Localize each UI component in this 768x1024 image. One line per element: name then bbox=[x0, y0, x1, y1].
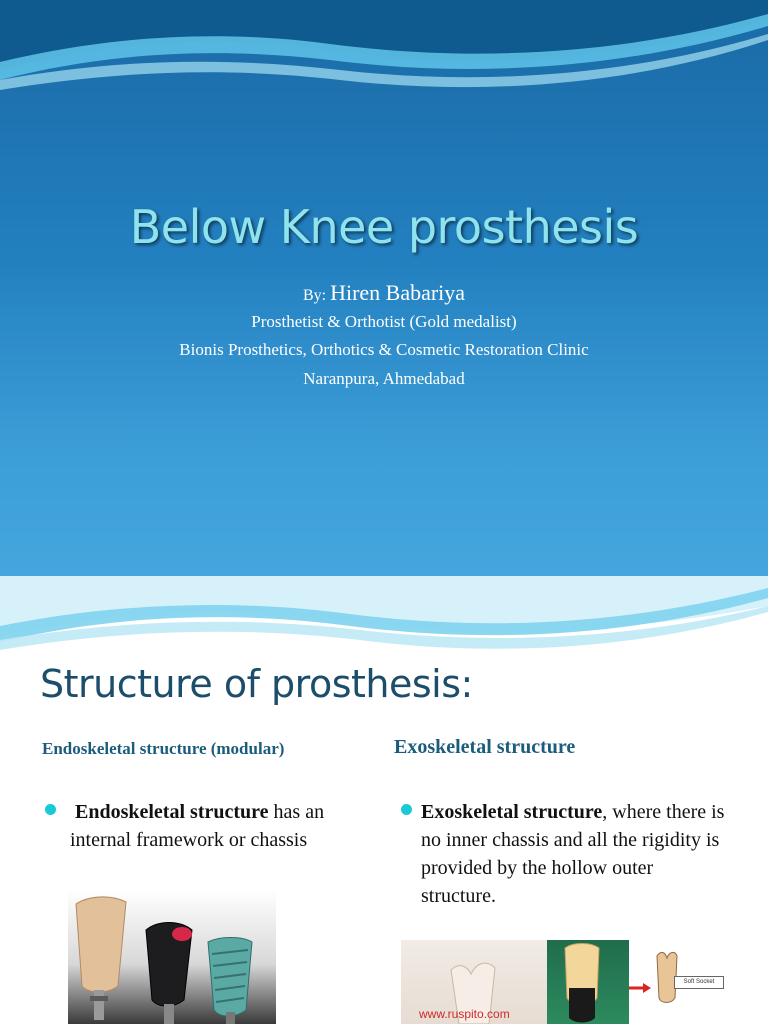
endoskeletal-term: Endoskeletal bbox=[75, 801, 186, 823]
bullet-dot-icon bbox=[45, 804, 56, 815]
author-designation: Prosthetist & Orthotist (Gold medalist) bbox=[251, 312, 517, 331]
endoskeletal-heading: Endoskeletal structure (modular) bbox=[42, 739, 285, 758]
structure-slide bbox=[0, 576, 768, 1024]
exoskeletal-bullet bbox=[421, 798, 731, 910]
endoskeletal-bullet bbox=[70, 798, 350, 854]
endoskeletal-prosthesis-image bbox=[68, 890, 276, 1024]
by-label: By: bbox=[302, 287, 327, 304]
exo-photo-middle bbox=[547, 940, 629, 1024]
exoskeletal-prosthesis-image bbox=[401, 940, 737, 1024]
slide-title: Below Knee prosthesis bbox=[129, 200, 639, 254]
slide-title: Structure of prosthesis: bbox=[40, 662, 473, 706]
exoskeletal-description: , where there is no inner chassis and all the rigidity is provided by the hollow outer structure. bbox=[421, 801, 725, 907]
endoskeletal-description: has an internal framework or chassis bbox=[70, 801, 325, 851]
exoskeletal-heading: Exoskeletal structure bbox=[394, 736, 576, 758]
image-watermark: www.ruspito.com bbox=[419, 1007, 510, 1021]
byline bbox=[0, 280, 768, 306]
soft-socket-label: Soft Socket bbox=[674, 976, 724, 989]
header-waves bbox=[0, 576, 768, 666]
header-waves bbox=[0, 0, 768, 110]
clinic-name: Bionis Prosthetics, Orthotics & Cosmetic Restoration Clinic bbox=[179, 340, 589, 359]
exoskeletal-term: Exoskeletal structure bbox=[421, 801, 603, 823]
exo-photo-left bbox=[401, 940, 547, 1024]
clinic-location: Naranpura, Ahmedabad bbox=[303, 369, 465, 388]
bullet-dot-icon bbox=[401, 804, 412, 815]
structure-term: structure bbox=[190, 801, 269, 823]
author-name: Hiren Babariya bbox=[330, 280, 466, 305]
